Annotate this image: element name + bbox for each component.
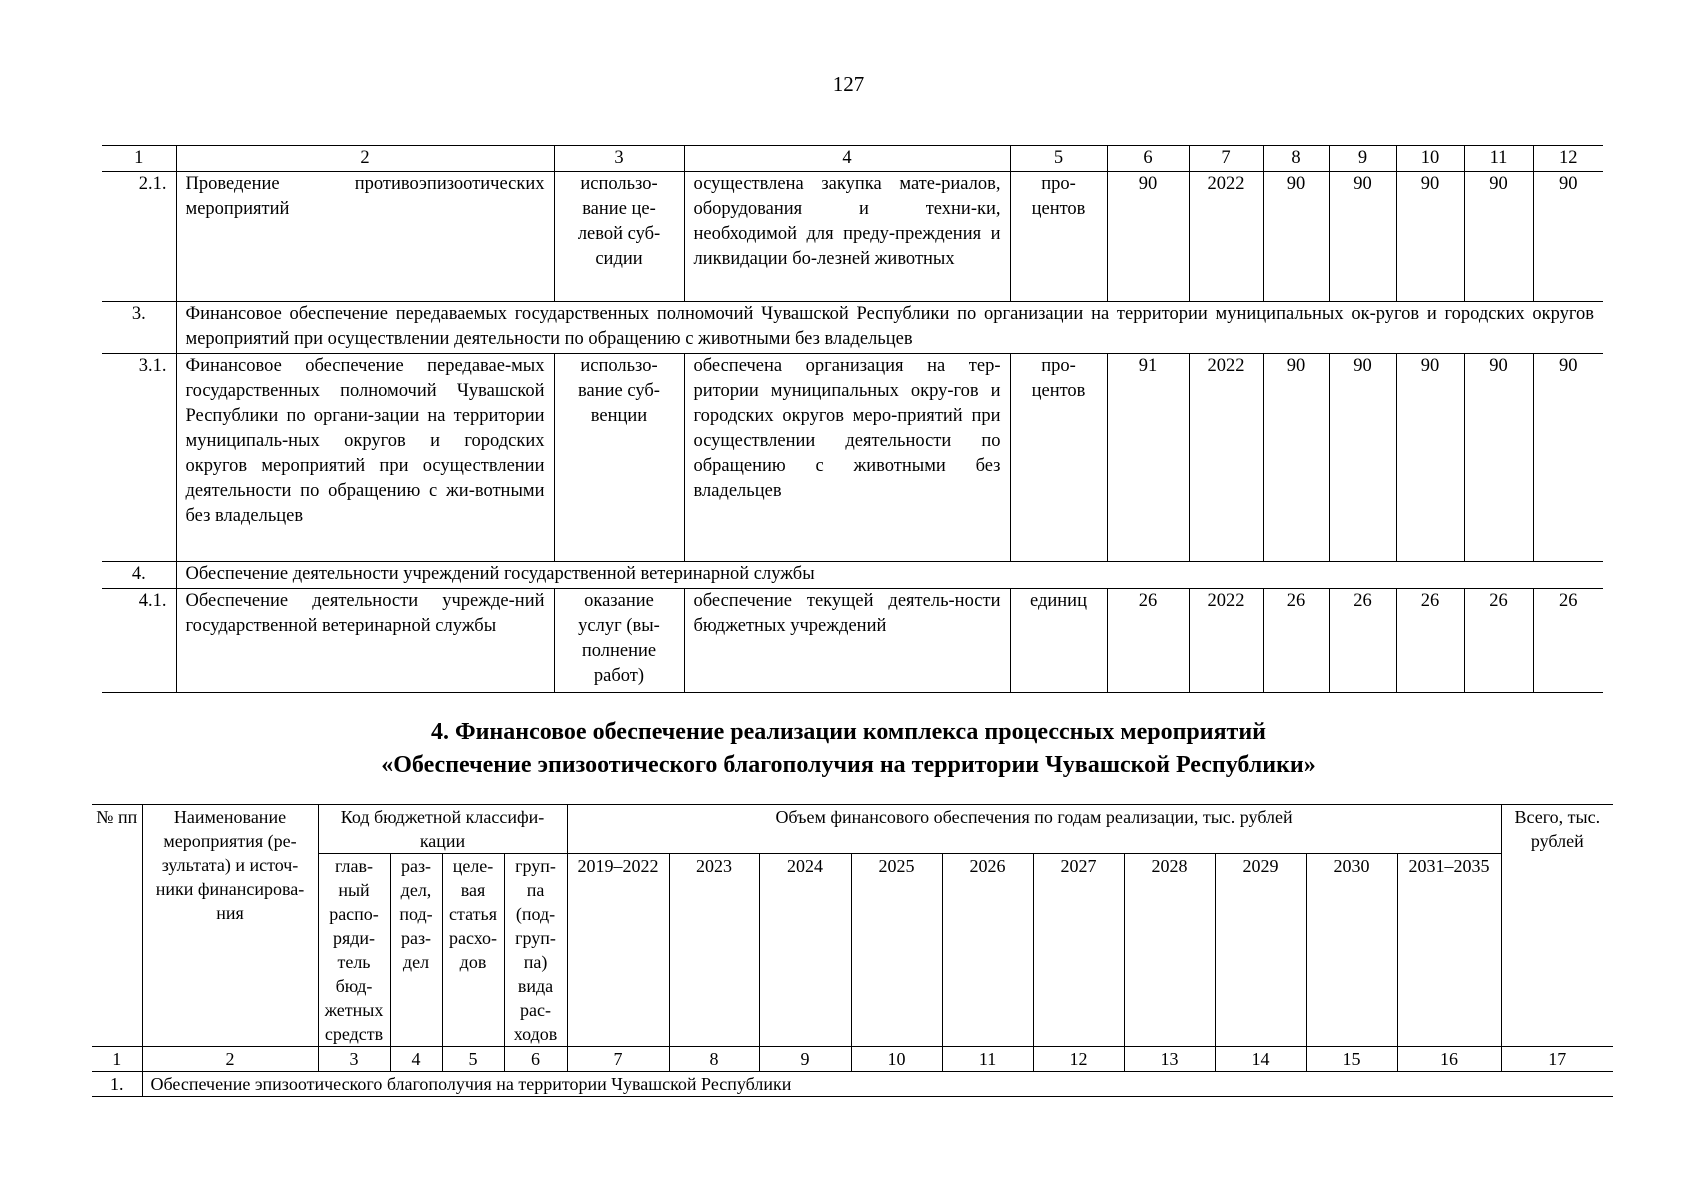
- col-number: 5: [1010, 146, 1107, 172]
- header-year: 2031–2035: [1397, 854, 1501, 1047]
- header-year: 2027: [1033, 854, 1124, 1047]
- row-value: 26: [1464, 589, 1533, 693]
- row-unit: единиц: [1010, 589, 1107, 693]
- col-number: 1: [102, 146, 176, 172]
- row-name: Обеспечение деятельности учрежде-ний государственной ветеринарной службы: [176, 589, 554, 693]
- row-id: 4.: [102, 562, 176, 589]
- row-id: 3.: [102, 302, 176, 354]
- indicators-table: [102, 145, 1603, 693]
- col-number: 17: [1501, 1047, 1613, 1072]
- row-value: 90: [1107, 172, 1189, 302]
- row-result: обеспечена организация на тер-ритории муниципальных окру-гов и городских округов меро-приятий при осуществлении деятельности по обращению с животными без владельцев: [684, 354, 1010, 562]
- col-number: 11: [942, 1047, 1033, 1072]
- header-year: 2030: [1306, 854, 1397, 1047]
- row-result: обеспечение текущей деятель-ности бюджетных учреждений: [684, 589, 1010, 693]
- col-number: 7: [1189, 146, 1263, 172]
- col-number: 8: [1263, 146, 1329, 172]
- table2-colnum-row: [92, 1047, 1613, 1072]
- section-title-line: 4. Финансовое обеспечение реализации комплекса процессных мероприятий: [430, 719, 1267, 745]
- row-value: 90: [1464, 354, 1533, 562]
- col-number: 9: [1329, 146, 1396, 172]
- row-value: 90: [1263, 172, 1329, 302]
- table1-header-row: [102, 146, 1603, 172]
- header-name: Наименование мероприятия (ре-зультата) и источ-ники финансирова-ния: [142, 805, 318, 1047]
- header-total: Всего, тыс. рублей: [1501, 805, 1613, 1047]
- row-value: 90: [1329, 172, 1396, 302]
- row-year: 2022: [1189, 589, 1263, 693]
- section-title-line: «Обеспечение эпизоотического благополучия на территории Чувашской Республики»: [381, 752, 1316, 778]
- row-unit: про-центов: [1010, 172, 1107, 302]
- header-code-col: глав-ный распо-ряди-тель бюд-жетных средств: [318, 854, 390, 1047]
- page-number: 127: [832, 72, 865, 96]
- col-number: 3: [554, 146, 684, 172]
- row-result: осуществлена закупка мате-риалов, оборудования и техни-ки, необходимой для преду-преждения и ликвидации бо-лезней животных: [684, 172, 1010, 302]
- row-id: 1.: [92, 1072, 142, 1097]
- col-number: 4: [390, 1047, 442, 1072]
- row-value: 90: [1533, 172, 1603, 302]
- row-value: 91: [1107, 354, 1189, 562]
- row-value: 90: [1329, 354, 1396, 562]
- header-year: 2028: [1124, 854, 1215, 1047]
- row-value: 26: [1396, 589, 1464, 693]
- col-number: 7: [567, 1047, 669, 1072]
- row-unit: про-центов: [1010, 354, 1107, 562]
- header-year: 2019–2022: [567, 854, 669, 1047]
- header-year: 2024: [759, 854, 851, 1047]
- row-name: Проведение противоэпизоотических мероприятий: [176, 172, 554, 302]
- row-value: 90: [1396, 172, 1464, 302]
- col-number: 6: [504, 1047, 567, 1072]
- row-value: 26: [1329, 589, 1396, 693]
- col-number: 3: [318, 1047, 390, 1072]
- col-number: 6: [1107, 146, 1189, 172]
- table-section-row: [102, 302, 1603, 354]
- header-code-col: раз-дел, под-раз-дел: [390, 854, 442, 1047]
- table2-header-row: [92, 805, 1613, 854]
- row-type: использо-вание це-левой суб-сидии: [554, 172, 684, 302]
- table-row: [102, 354, 1603, 562]
- col-number: 12: [1033, 1047, 1124, 1072]
- col-number: 11: [1464, 146, 1533, 172]
- col-number: 9: [759, 1047, 851, 1072]
- table-row: [102, 172, 1603, 302]
- row-value: 90: [1533, 354, 1603, 562]
- row-id: 3.1.: [102, 354, 176, 562]
- table2-subheader-row: [92, 854, 1613, 1047]
- row-value: 90: [1396, 354, 1464, 562]
- col-number: 16: [1397, 1047, 1501, 1072]
- section-title: [0, 716, 1697, 782]
- col-number: 2: [176, 146, 554, 172]
- header-year: 2029: [1215, 854, 1306, 1047]
- table-section-row: [102, 562, 1603, 589]
- section-text: Обеспечение эпизоотического благополучия на территории Чувашской Республики: [142, 1072, 1613, 1097]
- row-value: 90: [1464, 172, 1533, 302]
- col-number: 14: [1215, 1047, 1306, 1072]
- col-number: 8: [669, 1047, 759, 1072]
- section-text: Обеспечение деятельности учреждений государственной ветеринарной службы: [176, 562, 1603, 589]
- col-number: 12: [1533, 146, 1603, 172]
- col-number: 10: [1396, 146, 1464, 172]
- row-type: использо-вание суб-венции: [554, 354, 684, 562]
- col-number: 10: [851, 1047, 942, 1072]
- header-year: 2023: [669, 854, 759, 1047]
- header-volume: Объем финансового обеспечения по годам реализации, тыс. рублей: [567, 805, 1501, 854]
- financing-table: [92, 804, 1613, 1097]
- row-id: 2.1.: [102, 172, 176, 302]
- row-name: Финансовое обеспечение передавае-мых государственных полномочий Чувашской Республики по органи-зации на территории муниципаль-ных округов и городских округов мероприятий при осуществлении деятельности по обращению с жи-вотными без владельцев: [176, 354, 554, 562]
- header-code-col: целе-вая статья расхо-дов: [442, 854, 504, 1047]
- section-text: Финансовое обеспечение передаваемых государственных полномочий Чувашской Республики по организации на территории муниципальных ок-ругов и городских округов мероприятий при осуществлении деятельности по обращению с животными без владельцев: [176, 302, 1603, 354]
- row-year: 2022: [1189, 354, 1263, 562]
- col-number: 2: [142, 1047, 318, 1072]
- col-number: 5: [442, 1047, 504, 1072]
- header-code-col: груп-па (под-груп-па) вида рас-ходов: [504, 854, 567, 1047]
- col-number: 15: [1306, 1047, 1397, 1072]
- row-value: 90: [1263, 354, 1329, 562]
- row-value: 26: [1107, 589, 1189, 693]
- row-value: 26: [1263, 589, 1329, 693]
- table-section-row: [92, 1072, 1613, 1097]
- row-year: 2022: [1189, 172, 1263, 302]
- header-number: № пп: [92, 805, 142, 1047]
- table-row: [102, 589, 1603, 693]
- col-number: 1: [92, 1047, 142, 1072]
- row-value: 26: [1533, 589, 1603, 693]
- header-budget-code: Код бюджетной классифи-кации: [318, 805, 567, 854]
- row-id: 4.1.: [102, 589, 176, 693]
- col-number: 13: [1124, 1047, 1215, 1072]
- col-number: 4: [684, 146, 1010, 172]
- row-type: оказание услуг (вы-полнение работ): [554, 589, 684, 693]
- header-year: 2025: [851, 854, 942, 1047]
- header-year: 2026: [942, 854, 1033, 1047]
